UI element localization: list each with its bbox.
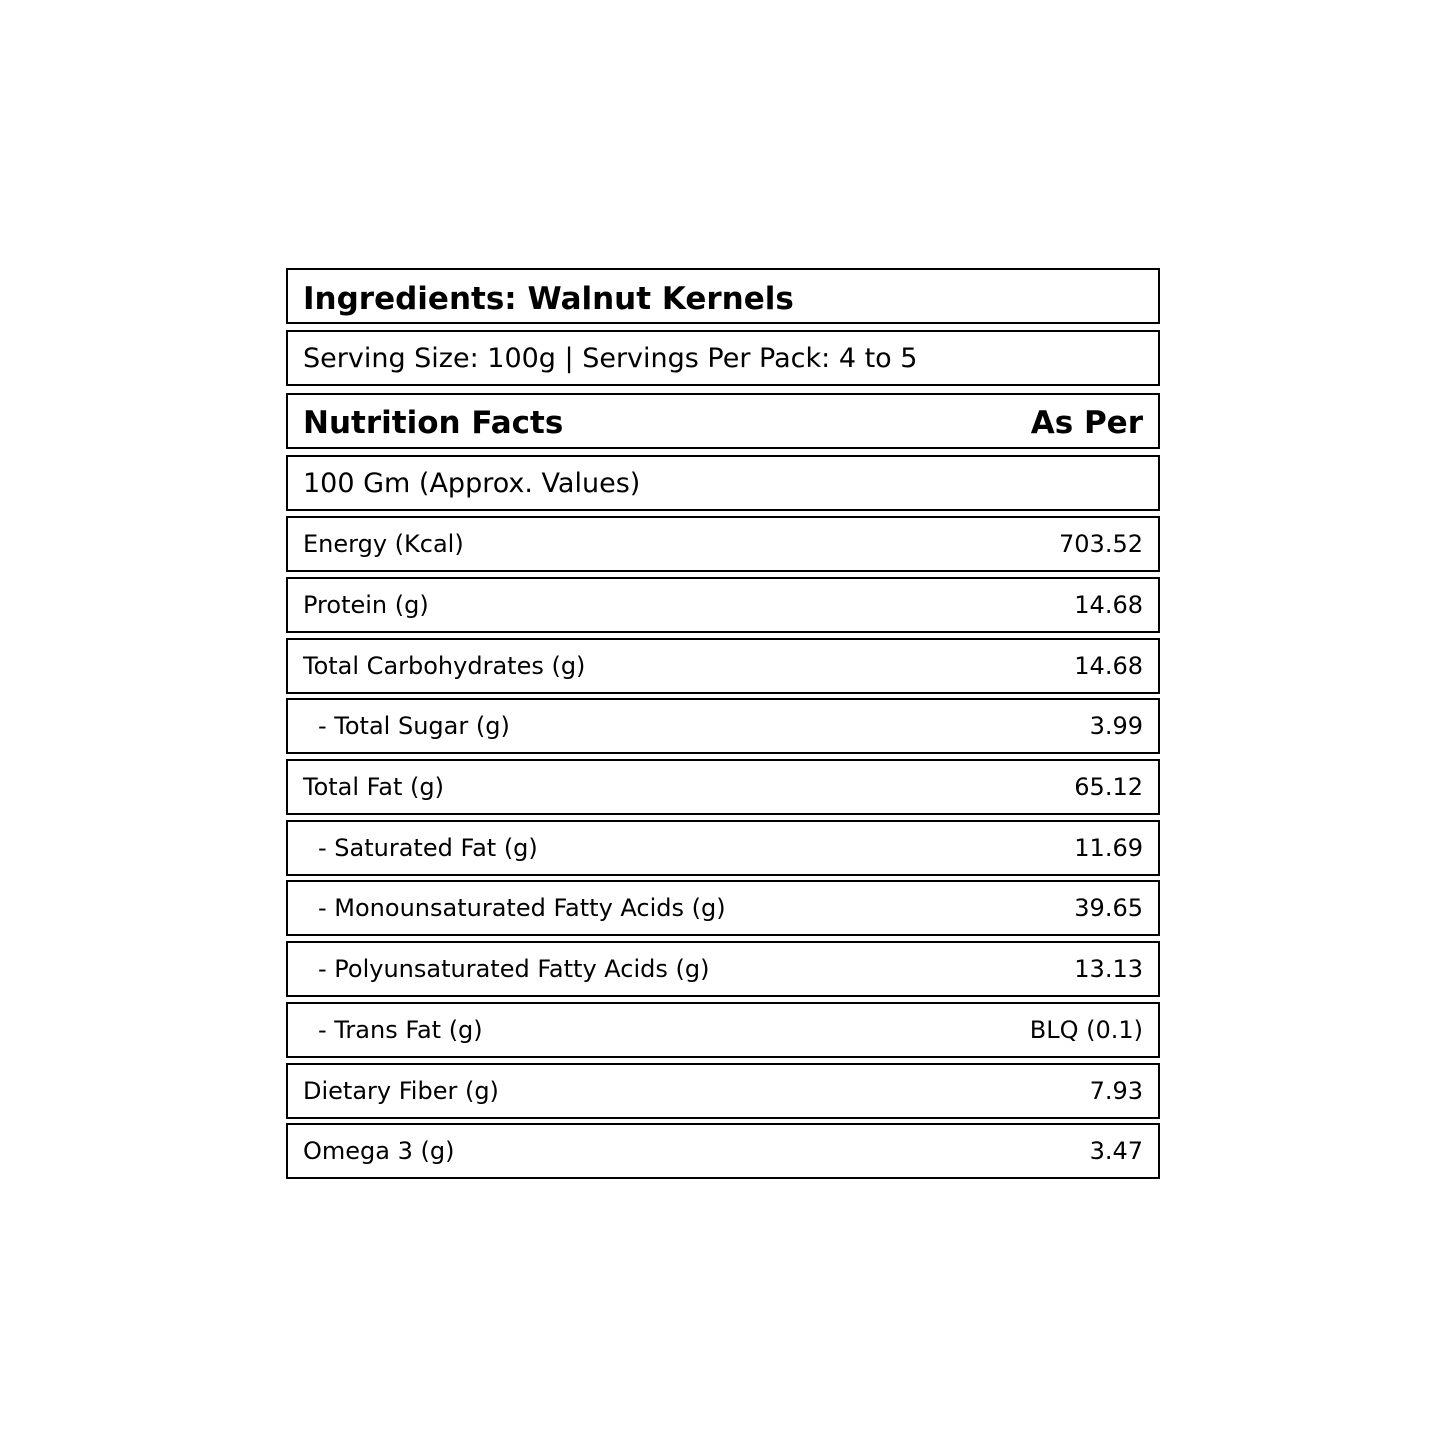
nutrient-value: 3.99	[1089, 712, 1143, 740]
nutrition-facts-header	[286, 393, 1160, 449]
nutrient-value: 39.65	[1074, 894, 1143, 922]
nutrient-name: - Monounsaturated Fatty Acids (g)	[318, 894, 726, 922]
nutrient-name: Protein (g)	[303, 591, 429, 619]
nutrient-row-polyunsaturated	[286, 941, 1160, 997]
nutrient-value: BLQ (0.1)	[1029, 1016, 1143, 1044]
nutrient-row-saturated-fat	[286, 820, 1160, 876]
nutrient-row-energy	[286, 516, 1160, 572]
nutrient-name: - Total Sugar (g)	[318, 712, 510, 740]
nutrient-value: 14.68	[1074, 652, 1143, 680]
nutrient-value: 11.69	[1074, 834, 1143, 862]
nutrient-name: Omega 3 (g)	[303, 1137, 455, 1165]
nutrient-row-omega-3	[286, 1123, 1160, 1179]
nutrient-value: 703.52	[1059, 530, 1143, 558]
nutrient-value: 13.13	[1074, 955, 1143, 983]
nutrient-row-protein	[286, 577, 1160, 633]
nutrient-row-dietary-fiber	[286, 1063, 1160, 1119]
nutrition-facts-title: Nutrition Facts	[303, 404, 564, 441]
nutrient-name: Energy (Kcal)	[303, 530, 464, 558]
nutrient-name: Dietary Fiber (g)	[303, 1077, 499, 1105]
nutrient-row-trans-fat	[286, 1002, 1160, 1058]
nutrient-name: - Saturated Fat (g)	[318, 834, 538, 862]
nutrient-row-total-carbohydrates	[286, 638, 1160, 694]
nutrient-value: 3.47	[1089, 1137, 1143, 1165]
nutrient-value: 14.68	[1074, 591, 1143, 619]
nutrient-value: 7.93	[1089, 1077, 1143, 1105]
nutrient-row-total-sugar	[286, 698, 1160, 754]
nutrient-value: 65.12	[1074, 773, 1143, 801]
serving-text: Serving Size: 100g | Servings Per Pack: 4 to 5	[303, 342, 918, 374]
nutrition-facts-basis-label: As Per	[1030, 404, 1143, 441]
nutrient-name: Total Carbohydrates (g)	[303, 652, 586, 680]
basis-row	[286, 455, 1160, 511]
nutrient-row-monounsaturated	[286, 880, 1160, 936]
nutrient-row-total-fat	[286, 759, 1160, 815]
nutrient-name: Total Fat (g)	[303, 773, 444, 801]
ingredients-row	[286, 268, 1160, 324]
nutrient-name: - Polyunsaturated Fatty Acids (g)	[318, 955, 710, 983]
basis-text: 100 Gm (Approx. Values)	[303, 467, 641, 499]
ingredients-text: Ingredients: Walnut Kernels	[303, 280, 794, 317]
nutrient-name: - Trans Fat (g)	[318, 1016, 483, 1044]
serving-row	[286, 330, 1160, 386]
